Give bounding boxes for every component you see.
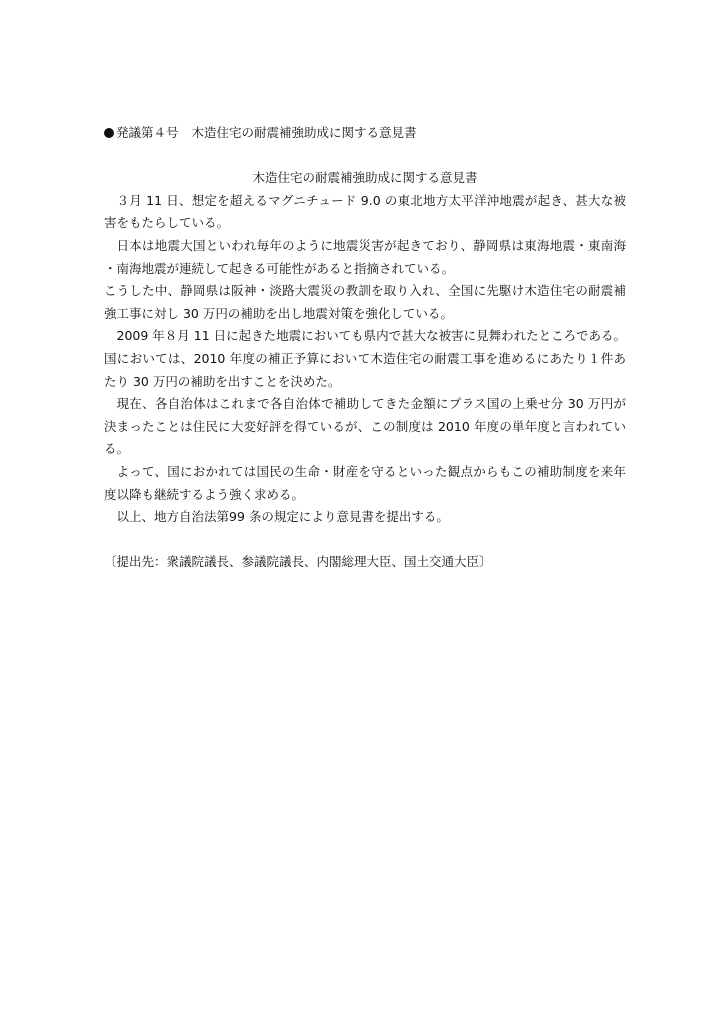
paragraph-earthquake: ３月 11 日、想定を超えるマグニチュード 9.0 の東北地方太平洋沖地震が起き、甚大な被害をもたらしている。: [104, 192, 626, 231]
bullet-icon: [104, 128, 114, 138]
paragraph-submission-basis: 以上、地方自治法第99 条の規定により意見書を提出する。: [116, 509, 449, 525]
submission-recipients: 〔提出先：衆議院議長、参議院議長、内閣総理大臣、国土交通大臣〕: [104, 554, 492, 570]
paragraph-request: よって、国におかれては国民の生命・財産を守るといった観点からもこの補助制度を来年度以降も継続するよう強く求める。: [104, 463, 626, 502]
opinion-document: [104, 122, 626, 574]
paragraph-2009-earthquake: 2009 年８月 11 日に起きた地震においても県内で甚大な被害に見舞われたところである。国においては、2010 年度の補正予算において木造住宅の耐震工事を進めるにあたり１件あたり 30 万円の補助を出すことを決めた。: [104, 328, 627, 389]
document-heading: [104, 122, 626, 145]
bill-number: 発議第４号: [116, 125, 179, 140]
paragraph-current-status: 現在、各自治体はこれまで各自治体で補助してきた金額にプラス国の上乗せ分 30 万円が決まったことは住民に大変好評を得ているが、この制度は 2010 年度の単年度と言われている。: [104, 396, 626, 457]
paragraph-shizuoka-subsidy: こうした中、静岡県は阪神・淡路大震災の教訓を取り入れ、全国に先駆け木造住宅の耐震補強工事に対し 30 万円の補助を出し地震対策を強化している。: [104, 283, 626, 321]
spacer: [104, 529, 626, 552]
paragraph-earthquake-country: 日本は地震大国といわれ毎年のように地震災害が起きており、静岡県は東海地震・東南海・南海地震が連続して起きる可能性があると指摘されている。: [104, 237, 626, 276]
bill-subject: 木造住宅の耐震補強助成に関する意見書: [191, 125, 417, 140]
document-title: 木造住宅の耐震補強助成に関する意見書: [252, 170, 478, 186]
